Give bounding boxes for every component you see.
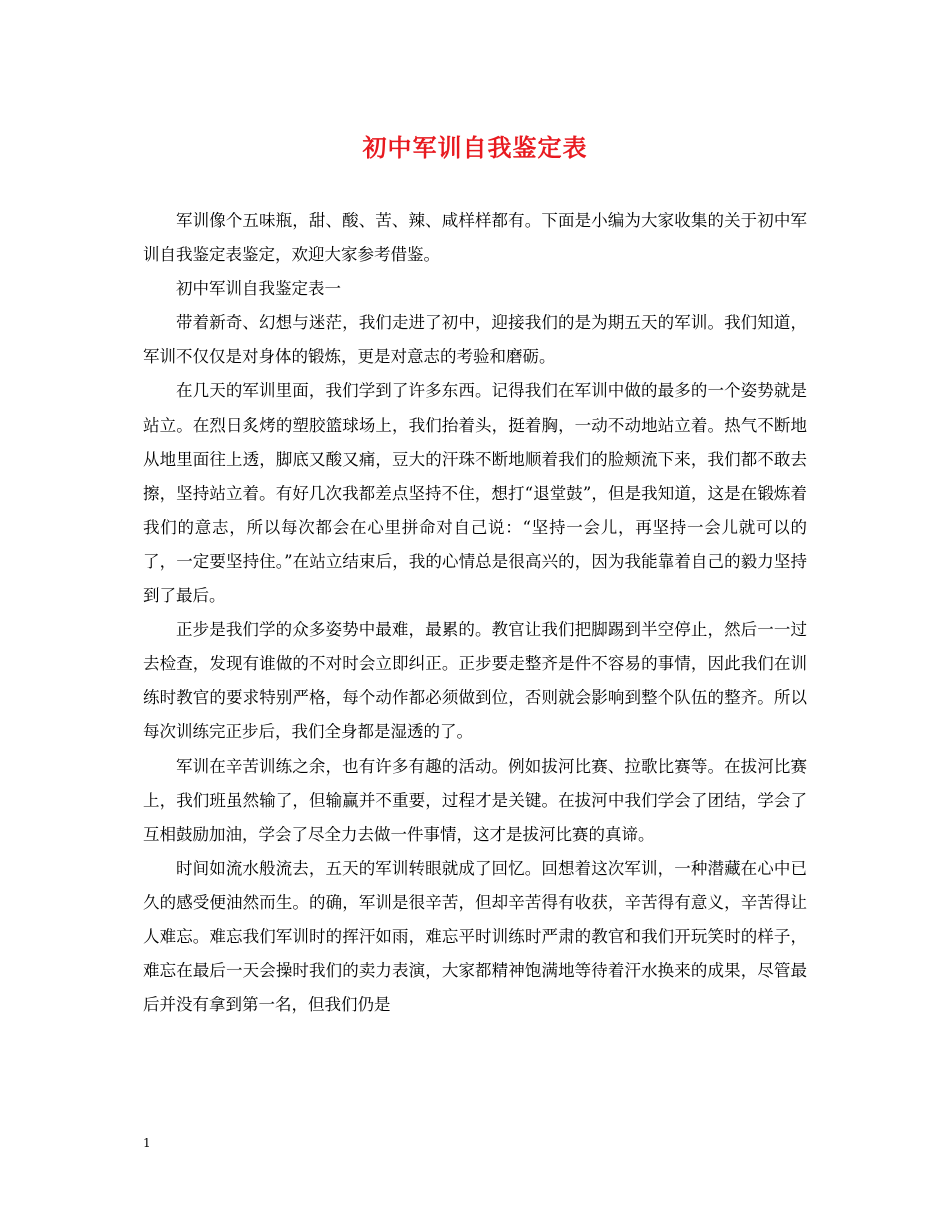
document-title: 初中军训自我鉴定表 (362, 133, 588, 162)
paragraph-intro: 军训像个五味瓶，甜、酸、苦、辣、咸样样都有。下面是小编为大家收集的关于初中军训自我鉴定表鉴定，欢迎大家参考借鉴。 (143, 211, 807, 265)
paragraph: 军训在辛苦训练之余，也有许多有趣的活动。例如拔河比赛、拉歌比赛等。在拔河比赛上，我们班虽然输了，但输赢并不重要，过程才是关键。在拔河中我们学会了团结，学会了互相鼓励加油，学会了尽全力去做一件事情，这才是拔河比赛的真谛。 (143, 756, 807, 844)
section-heading: 初中军训自我鉴定表一 (176, 279, 341, 299)
page-number: 1 (143, 1136, 151, 1150)
document-body (143, 204, 807, 1022)
paragraph: 时间如流水般流去，五天的军训转眼就成了回忆。回想着这次军训，一种潜藏在心中已久的感受便油然而生。的确，军训是很辛苦，但却辛苦得有收获，辛苦得有意义，辛苦得让人难忘。难忘我们军训时的挥汗如雨，难忘平时训练时严肃的教官和我们开玩笑时的样子，难忘在最后一天会操时我们的卖力表演，大家都精神饱满地等待着汗水换来的成果，尽管最后并没有拿到第一名，但我们仍是 (143, 858, 807, 1015)
paragraph: 在几天的军训里面，我们学到了许多东西。记得我们在军训中做的最多的一个姿势就是站立。在烈日炙烤的塑胶篮球场上，我们抬着头，挺着胸，一动不动地站立着。热气不断地从地里面往上透，脚底又酸又痛，豆大的汗珠不断地顺着我们的脸颊流下来，我们都不敢去擦，坚持站立着。有好几次我都差点坚持不住，想打“退堂鼓”，但是我知道，这是在锻炼着我们的意志，所以每次都会在心里拼命对自己说：“坚持一会儿，再坚持一会儿就可以的了，一定要坚持住。”在站立结束后，我的心情总是很高兴的，因为我能靠着自己的毅力坚持到了最后。 (143, 381, 807, 606)
paragraph: 带着新奇、幻想与迷茫，我们走进了初中，迎接我们的是为期五天的军训。我们知道，军训不仅仅是对身体的锻炼，更是对意志的考验和磨砺。 (143, 313, 807, 367)
paragraph: 正步是我们学的众多姿势中最难，最累的。教官让我们把脚踢到半空停止，然后一一过去检查，发现有谁做的不对时会立即纠正。正步要走整齐是件不容易的事情，因此我们在训练时教官的要求特别严格，每个动作都必须做到位，否则就会影响到整个队伍的整齐。所以每次训练完正步后，我们全身都是湿透的了。 (143, 620, 807, 742)
